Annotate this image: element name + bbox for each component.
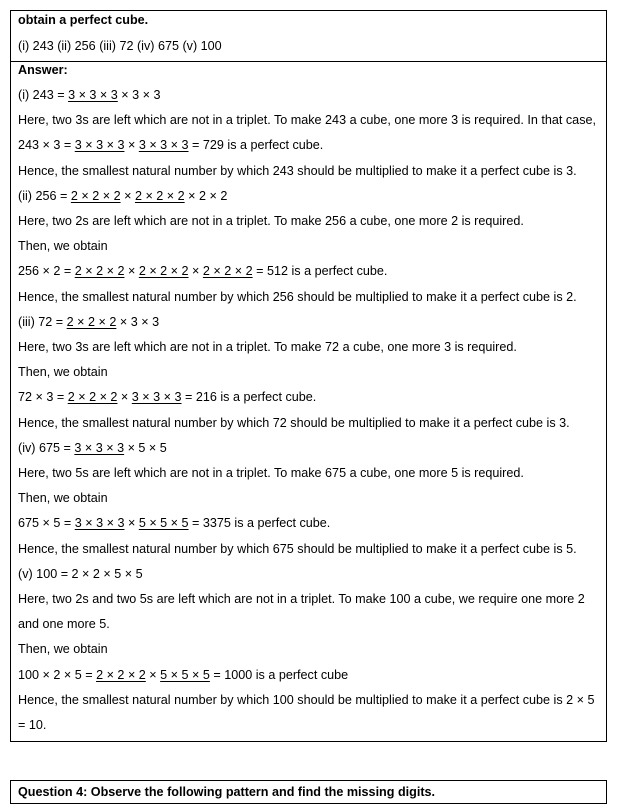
answer-line: [18, 566, 602, 582]
answer-line: [18, 364, 602, 380]
answer-text: (iii) 72 =: [18, 314, 67, 329]
answer-text: (v) 100 = 2 × 2 × 5 × 5: [18, 566, 143, 581]
answer-text: Hence, the smallest natural number by which 100 should be multiplied to make it a perfect cube is 2 × 5: [18, 692, 595, 707]
answer-line: [18, 717, 602, 733]
underlined-factor: 2 × 2 × 2: [96, 667, 146, 682]
answer-line: [18, 515, 602, 531]
answer-text: Here, two 2s are left which are not in a triplet. To make 256 a cube, one more 2 is required.: [18, 214, 524, 228]
answer-line: [18, 667, 602, 683]
answer-line: [18, 641, 602, 657]
answer-line: [18, 188, 602, 204]
answer-text: ×: [188, 264, 203, 279]
answer-text: × 2 × 2: [184, 188, 228, 203]
answer-text: ×: [124, 138, 139, 153]
answer-line: [18, 616, 602, 632]
underlined-factor: 3 × 3 × 3: [74, 138, 125, 153]
question-line-2: (i) 243 (ii) 256 (iii) 72 (iv) 675 (v) 100: [18, 39, 222, 53]
answer-text: 243 × 3 =: [18, 138, 75, 153]
answer-line: [18, 465, 602, 481]
answer-line: [18, 692, 602, 708]
answer-line: [18, 389, 602, 405]
answer-line: [18, 137, 602, 153]
underlined-factor: 2 × 2 × 2: [202, 264, 253, 279]
answer-text: ×: [145, 667, 161, 682]
underlined-factor: 3 × 3 × 3: [74, 440, 125, 455]
answer-text: × 3 × 3: [117, 88, 161, 102]
next-question-title: Question 4: Observe the following pattern and find the missing digits.: [18, 785, 436, 799]
answer-text: Hence, the smallest natural number by which 675 should be multiplied to make it a perfect cube is 5.: [18, 541, 577, 556]
answer-text: Here, two 3s are left which are not in a triplet. To make 72 a cube, one more 3 is required.: [18, 340, 517, 354]
answer-box: [10, 62, 607, 742]
answer-line: [18, 415, 602, 431]
answer-line: [18, 541, 602, 557]
underlined-factor: 5 × 5 × 5: [138, 516, 189, 531]
underlined-factor: 2 × 2 × 2: [74, 264, 125, 279]
answer-text: Hence, the smallest natural number by which 243 should be multiplied to make it a perfect cube is 3.: [18, 163, 577, 178]
answer-text: Here, two 3s are left which are not in a triplet. To make 243 a cube, one more 3 is required. In that case,: [18, 113, 596, 128]
answer-text: = 3375 is a perfect cube.: [188, 516, 331, 531]
answer-text: Hence, the smallest natural number by which 72 should be multiplied to make it a perfect cube is 3.: [18, 415, 570, 430]
answer-text: ×: [124, 516, 139, 531]
answer-text: 72 × 3 =: [18, 390, 68, 405]
answer-text: Hence, the smallest natural number by which 256 should be multiplied to make it a perfect cube is 2.: [18, 289, 577, 304]
answer-text: = 1000 is a perfect cube: [209, 667, 349, 682]
answer-text: ×: [117, 390, 132, 405]
underlined-factor: 3 × 3 × 3: [68, 88, 118, 102]
answer-text: 675 × 5 =: [18, 516, 75, 531]
answer-text: Then, we obtain: [18, 239, 108, 254]
answer-text: Then, we obtain: [18, 491, 108, 506]
underlined-factor: 3 × 3 × 3: [131, 390, 182, 405]
answer-line: [18, 87, 602, 103]
underlined-factor: 2 × 2 × 2: [70, 188, 121, 203]
answer-text: Then, we obtain: [18, 365, 108, 380]
question-line-1: obtain a perfect cube.: [18, 13, 149, 27]
answer-text: (iv) 675 =: [18, 440, 75, 455]
answer-text: Here, two 5s are left which are not in a triplet. To make 675 a cube, one more 5 is required.: [18, 466, 524, 480]
answer-text: ×: [124, 264, 139, 279]
underlined-factor: 3 × 3 × 3: [138, 138, 189, 153]
answer-text: (ii) 256 =: [18, 188, 71, 203]
underlined-factor: 5 × 5 × 5: [160, 667, 210, 682]
next-question-box: [10, 780, 607, 804]
answer-line: [18, 263, 602, 279]
answer-line: [18, 163, 602, 179]
answer-line: [18, 339, 602, 355]
answer-text: = 512 is a perfect cube.: [252, 264, 388, 279]
underlined-factor: 2 × 2 × 2: [134, 188, 185, 203]
answer-line: [18, 440, 602, 456]
question-box: [10, 10, 607, 62]
answer-line: [18, 112, 602, 128]
answer-line: [18, 591, 602, 607]
answer-text: × 5 × 5: [124, 440, 167, 455]
answer-line: [18, 490, 602, 506]
answer-text: = 216 is a perfect cube.: [181, 390, 317, 405]
answer-line: [18, 314, 602, 330]
answer-text: = 729 is a perfect cube.: [188, 138, 324, 153]
answer-text: 256 × 2 =: [18, 264, 75, 279]
answer-text: × 3 × 3: [116, 314, 160, 329]
answer-line: [18, 289, 602, 305]
answer-line: [18, 213, 602, 229]
answer-text: Here, two 2s and two 5s are left which are not in a triplet. To make 100 a cube, we require one more 2: [18, 592, 585, 606]
answer-line: [18, 238, 602, 254]
answer-text: ×: [120, 188, 135, 203]
answer-text: (i) 243 =: [18, 88, 69, 102]
underlined-factor: 2 × 2 × 2: [66, 314, 117, 329]
answer-text: Then, we obtain: [18, 642, 108, 657]
answer-text: 100 × 2 × 5 =: [18, 667, 97, 682]
underlined-factor: 3 × 3 × 3: [74, 516, 125, 531]
answer-text: = 10.: [18, 718, 47, 732]
underlined-factor: 2 × 2 × 2: [67, 390, 118, 405]
answer-heading: Answer:: [18, 63, 68, 77]
answer-text: and one more 5.: [18, 617, 110, 632]
underlined-factor: 2 × 2 × 2: [138, 264, 189, 279]
